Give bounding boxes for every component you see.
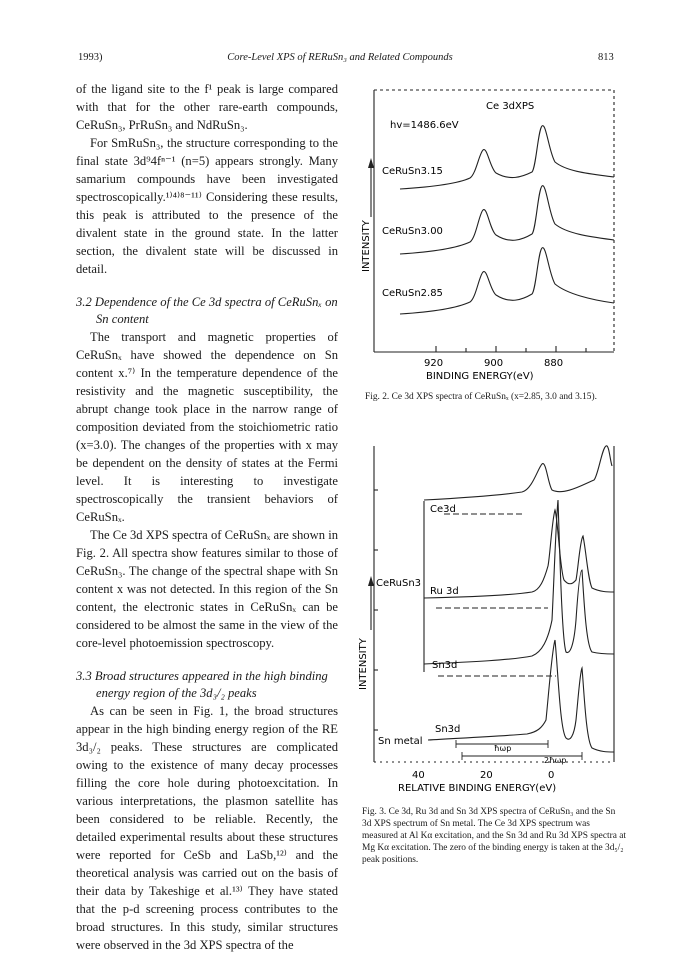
fig2-spectrum-3-00 — [400, 186, 614, 254]
fig2-spectrum-3-15 — [400, 126, 614, 189]
fig2-tick-880: 880 — [544, 358, 564, 369]
fig2-tick-900: 900 — [484, 358, 504, 369]
fig2-tick-920: 920 — [424, 358, 444, 369]
fig3-arrow-head — [368, 576, 374, 586]
section-heading-3-3: 3.3 Broad structures appeared in the high binding energy region of the 3d₃/₂ peaks — [76, 669, 328, 700]
section-heading-3-2: 3.2 Dependence of the Ce 3d spectra of CeRuSnₓ on Sn content — [76, 295, 338, 326]
figure-3 — [352, 440, 627, 800]
fig3-label-ru3d: Ru 3d — [430, 586, 459, 597]
fig3-spectrum-ce3d — [424, 446, 612, 500]
fig3-tick-0: 0 — [548, 770, 555, 781]
fig2-caption: Fig. 2. Ce 3d XPS spectra of CeRuSnₓ (x=2.85, 3.0 and 3.15). — [365, 392, 597, 402]
fig3-label-cerusn3: CeRuSn3 — [376, 578, 422, 589]
fig2-title: Ce 3dXPS — [486, 101, 535, 112]
fig3-plasmon-1: ħωp — [494, 744, 512, 753]
fig3-tick-20: 20 — [480, 770, 493, 781]
fig3-label-sn3d-metal: Sn3d — [435, 724, 461, 735]
fig3-xlabel: RELATIVE BINDING ENERGY(eV) — [398, 783, 557, 794]
header-page-number: 813 — [598, 52, 614, 63]
paragraph: The Ce 3d XPS spectra of CeRuSnₓ are shown in Fig. 2. All spectra show features similar to those of CeRuSn₃. The change of the spectral shape with Sn content x was not detected. In this region of the Sn content, the electronic states in CeRuSnₓ can be considered to be almost the same in the view of the core-level photoemission spectroscopy. — [76, 528, 338, 650]
fig3-tick-40: 40 — [412, 770, 425, 781]
fig2-label-3-15: CeRuSn3.15 — [382, 166, 443, 177]
header-title: Core-Level XPS of RERuSn₃ and Related Compounds — [227, 52, 453, 63]
paragraph: The transport and magnetic properties of CeRuSnₓ have showed the dependence on Sn content x.⁷⁾ In the temperature dependence of the resistivity and the magnetic susceptibility, the abrupt change took place in the narrow range of composition deviated from the stoichiometric ratio (x=3.0). The changes of the properties with x may be dependent on the density of states at the Fermi level. It is interesting to investigate spectroscopically the transient behaviors of CeRuSnₓ. — [76, 330, 338, 524]
fig3-spectrum-sn-metal — [428, 640, 614, 752]
fig2-energy: hv=1486.6eV — [390, 120, 459, 131]
fig3-label-sn3d: Sn3d — [432, 660, 458, 671]
text-column — [76, 80, 338, 954]
paragraph: For SmRuSn₃, the structure corresponding to the final state 3d⁹4fⁿ⁻¹ (n=5) appears strongly. Many samarium compounds have been investigated spectroscopically.¹⁾⁴⁾⁸⁻¹¹⁾ Considering these results, this peak is attributed to the presence of the divalent state in the ground state. In the latter section, the divalent state will be discussed in detail. — [76, 136, 338, 276]
fig3-spectrum-ru3d — [424, 510, 614, 598]
fig3-spectrum-sn3d — [424, 500, 614, 664]
fig2-label-2-85: CeRuSn2.85 — [382, 288, 443, 299]
fig2-xlabel: BINDING ENERGY(eV) — [426, 371, 534, 382]
fig3-label-ce3d: Ce3d — [430, 504, 456, 515]
fig2-spectrum-2-85 — [400, 248, 614, 314]
fig3-label-sn-metal: Sn metal — [378, 736, 423, 747]
fig3-plasmon-2: 2ħωp — [544, 756, 567, 765]
figure-2 — [352, 82, 627, 387]
header-year: 1993) — [78, 52, 103, 63]
fig2-label-3-00: CeRuSn3.00 — [382, 226, 443, 237]
fig2-arrow-head — [368, 158, 374, 168]
fig3-caption: Fig. 3. Ce 3d, Ru 3d and Sn 3d XPS spectra of CeRuSn₃ and the Sn 3d XPS spectrum of Sn metal. The Ce 3d XPS spectrum was measured at Al Kα excitation, and the Sn 3d and Ru 3d XPS spectra at Mg Kα excitation. The zero of the binding energy is taken at the 3d₅/₂ peak positions. — [362, 807, 626, 865]
fig3-ylabel: INTENSITY — [358, 638, 369, 690]
paragraph: As can be seen in Fig. 1, the broad structures appear in the high binding energy region of the RE 3d₃/₂ peaks. These structures are complicated owing to the existence of many decay processes filling the core hole during photoexcitation. In various interpretations, the plasmon satellite has been considered to be reliable. Recently, the detailed experimental results about these structures were reported for CeSb and LaSb,¹²⁾ and the theoretical analysis was carried out on the basis of their data by Takeshige et al.¹³⁾ They have stated that the p-d screening process contributes to the broad structures. In this study, similar structures were observed in the 3d XPS spectra of the — [76, 704, 338, 952]
paragraph: of the ligand site to the f¹ peak is large compared with that for the other rare-earth compounds, CeRuSn₃, PrRuSn₃ and NdRuSn₃. — [76, 82, 338, 132]
fig2-ylabel: INTENSITY — [361, 220, 372, 272]
